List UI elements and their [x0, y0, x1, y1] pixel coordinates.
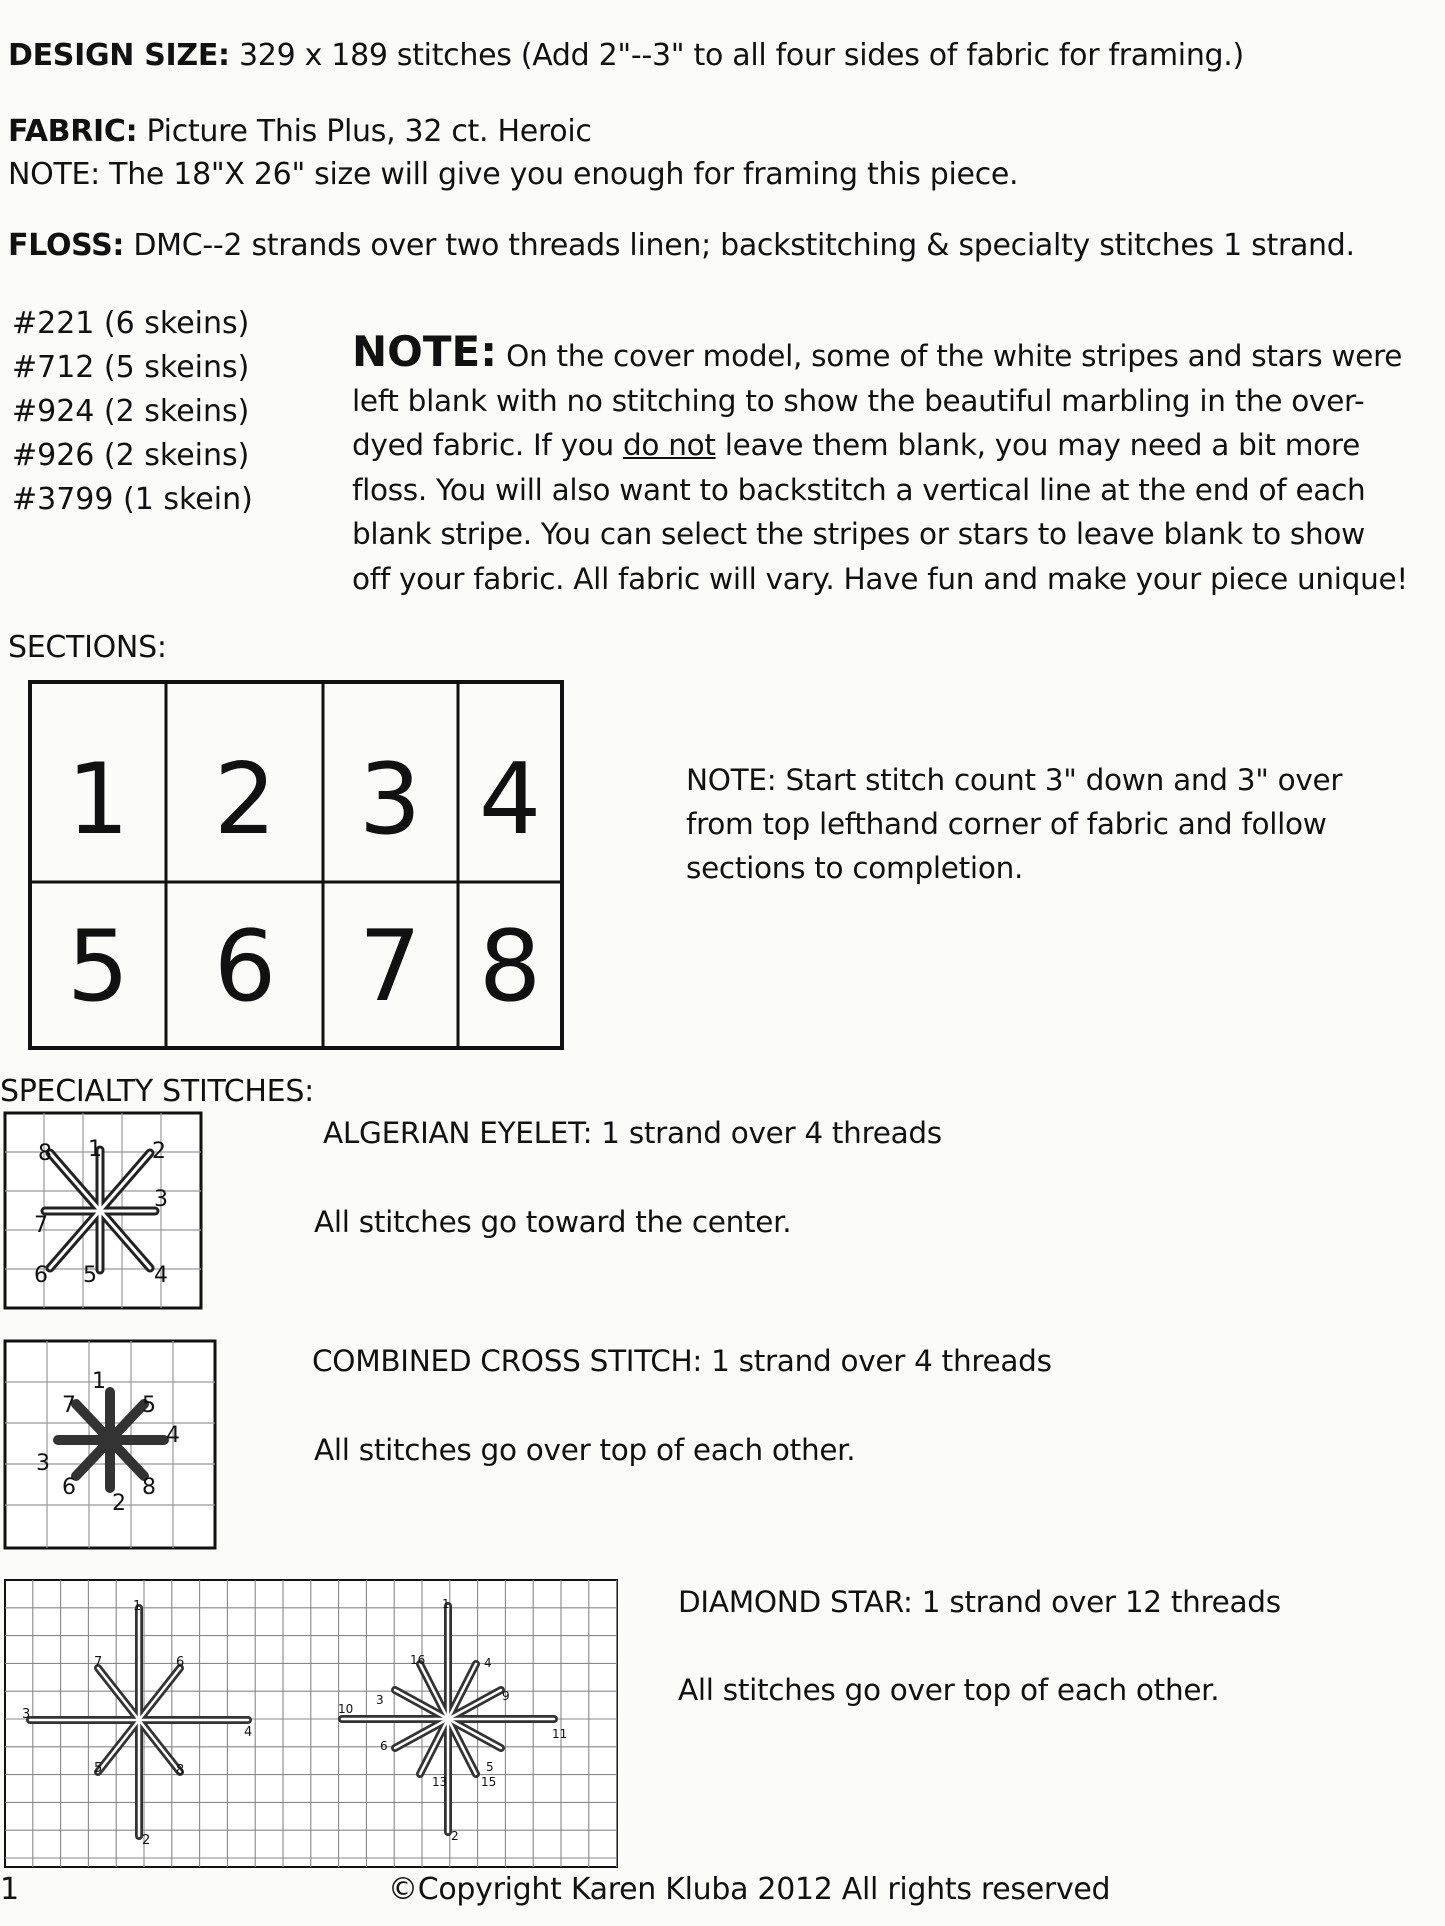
section-number: 4	[478, 743, 542, 857]
combined-cross-diagram	[5, 1341, 215, 1548]
floss-item: #221 (6 skeins)	[12, 306, 250, 341]
algerian-title: ALGERIAN EYELET: 1 strand over 4 threads	[323, 1116, 942, 1150]
section-number: 1	[66, 743, 130, 857]
stitch-label: 6	[380, 1739, 388, 1753]
stitch-label: 3	[154, 1187, 168, 1212]
stitch-label: 6	[34, 1263, 48, 1288]
sections-note-line: from top lefthand corner of fabric and follow	[686, 807, 1327, 841]
floss-label: FLOSS:	[8, 228, 125, 263]
algerian-desc: All stitches go toward the center.	[314, 1205, 792, 1239]
design-size-label: DESIGN SIZE:	[8, 38, 230, 73]
floss-item: #3799 (1 skein)	[12, 482, 253, 517]
stitch-label: 4	[166, 1423, 180, 1448]
stitch-label: 2	[451, 1829, 459, 1843]
stitch-label: 1	[442, 1597, 450, 1611]
stitch-label: 7	[94, 1655, 103, 1670]
stitch-label: 2	[142, 1833, 151, 1848]
stitch-label: 4	[154, 1263, 168, 1288]
section-number: 3	[358, 743, 422, 857]
cover-note-line: blank stripe. You can select the stripes or stars to leave blank to show	[352, 517, 1365, 551]
section-number: 8	[478, 910, 542, 1024]
sections-note-line: sections to completion.	[686, 851, 1024, 885]
section-number: 7	[358, 910, 422, 1024]
stitch-label: 15	[481, 1775, 497, 1789]
cover-note-line: dyed fabric. If you	[352, 428, 623, 462]
section-number: 6	[213, 910, 277, 1024]
stitch-label: 3	[22, 1707, 31, 1722]
stitch-label: 11	[552, 1727, 568, 1741]
stitch-label: 3	[36, 1451, 50, 1476]
stitch-label: 13	[432, 1775, 448, 1789]
stitch-label: 5	[486, 1760, 494, 1774]
stitch-label: 2	[152, 1139, 166, 1164]
algerian-eyelet-diagram	[5, 1113, 201, 1308]
stitch-label: 8	[176, 1763, 185, 1778]
stitch-label: 1	[133, 1599, 142, 1614]
section-number: 5	[66, 910, 130, 1024]
cover-note-line: floss. You will also want to backstitch a vertical line at the end of each	[352, 472, 1366, 507]
fabric-text: Picture This Plus, 32 ct. Heroic	[137, 114, 592, 149]
cover-note-heading: NOTE:	[352, 327, 497, 376]
fabric-note: NOTE: The 18"X 26" size will give you enough for framing this piece.	[8, 157, 1019, 192]
design-size-text: 329 x 189 stitches (Add 2"--3" to all four sides of fabric for framing.)	[229, 38, 1244, 73]
stitch-label: 5	[142, 1393, 156, 1418]
cover-note-line: left blank with no stitching to show the beautiful marbling in the over-	[352, 383, 1365, 418]
sections-note	[686, 758, 1342, 890]
combined-title: COMBINED CROSS STITCH: 1 strand over 4 threads	[312, 1344, 1052, 1378]
stitch-label: 4	[484, 1656, 492, 1670]
cover-note-line: leave them blank, you may need a bit more	[715, 428, 1360, 462]
stitch-label: 6	[176, 1655, 185, 1670]
sections-note-line: NOTE: Start stitch count 3" down and 3" over	[686, 763, 1343, 797]
diamond-desc: All stitches go over top of each other.	[678, 1673, 1220, 1707]
floss-item: #924 (2 skeins)	[12, 394, 250, 429]
stitch-label: 4	[244, 1725, 253, 1740]
stitch-label: 1	[88, 1137, 102, 1162]
floss-item: #712 (5 skeins)	[12, 350, 250, 385]
sections-label: SECTIONS:	[8, 630, 167, 665]
cover-note-line: off your fabric. All fabric will vary. Have fun and make your piece unique!	[352, 561, 1408, 596]
stitch-label: 2	[112, 1491, 126, 1516]
stitch-label: 3	[376, 1693, 384, 1707]
stitch-label: 7	[34, 1213, 48, 1238]
stitch-label: 8	[142, 1475, 156, 1500]
stitch-label: 5	[83, 1263, 97, 1288]
copyright: ©Copyright Karen Kluba 2012 All rights reserved	[388, 1872, 1111, 1907]
stitch-label: 6	[62, 1475, 76, 1500]
stitch-label: 5	[94, 1761, 103, 1776]
diamond-star-diagram	[5, 1580, 617, 1867]
page-number: 1	[0, 1872, 19, 1907]
cover-note-line: On the cover model, some of the white stripes and stars were	[497, 339, 1403, 373]
stitch-label: 9	[502, 1689, 510, 1703]
stitch-label: 8	[38, 1141, 52, 1166]
stitch-label: 16	[410, 1653, 426, 1667]
floss-text: DMC--2 strands over two threads linen; backstitching & specialty stitches 1 strand.	[124, 228, 1355, 263]
stitch-label: 1	[92, 1369, 106, 1394]
section-number: 2	[213, 743, 277, 857]
fabric-label: FABRIC:	[8, 114, 138, 149]
floss-item: #926 (2 skeins)	[12, 438, 250, 473]
underlined-text: do not	[622, 428, 716, 462]
stitch-label: 10	[338, 1702, 354, 1716]
specialty-stitches-label: SPECIALTY STITCHES:	[0, 1074, 314, 1109]
combined-desc: All stitches go over top of each other.	[314, 1433, 856, 1467]
diamond-title: DIAMOND STAR: 1 strand over 12 threads	[678, 1585, 1281, 1619]
stitch-label: 7	[62, 1393, 76, 1418]
